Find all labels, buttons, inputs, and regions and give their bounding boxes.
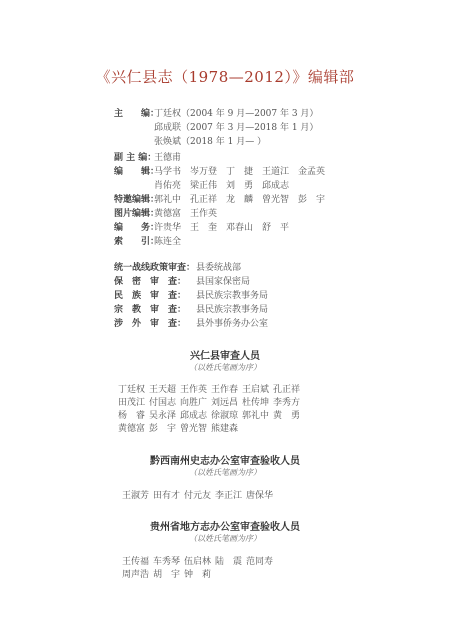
review-label: 涉 外 审 查： [114,319,187,329]
name-list [122,490,277,503]
deputy-editor-name: 王德甫 [154,153,182,163]
person-name: 胡 宇 [153,570,181,580]
person-name: 付元友 [184,491,212,501]
person-name: 王天超 [149,385,177,395]
name-row [118,423,304,436]
person-name: 邱成志 [180,411,208,421]
person-name: 丁廷权 [118,385,146,395]
review-row [0,274,450,287]
review-value: 县国家保密局 [196,277,251,287]
person-name: 王淑芳 [122,491,150,501]
review-row [0,316,450,329]
section-heading: 贵州省地方志办公室审查验收人员 [150,522,300,533]
person-name: 田茂江 [118,398,146,408]
review-value: 县外事侨务办公室 [196,319,269,329]
person-name: 王启斌 [242,385,270,395]
editors-row-2 [0,178,450,191]
person-name: 杜传坤 [242,398,270,408]
person-name: 付国志 [149,398,177,408]
deputy-editor-label: 副 主 编： [114,153,157,163]
index-name: 陈连全 [154,237,182,247]
review-value: 县民族宗教事务局 [196,305,269,315]
special-editors: 郭礼中 孔正祥 龙 麟 曾光智 彭 宇 [154,195,326,205]
person-name: 熊建森 [211,424,239,434]
affairs-names: 许贵华 王 奎 邓春山 舒 平 [154,223,290,233]
photo-editors: 黄德富 王作英 [154,209,218,219]
special-editors-row [0,192,450,205]
person-name: 李秀方 [273,398,301,408]
name-list [118,384,304,436]
photo-editors-label: 图片编辑： [114,209,160,219]
index-label: 索 引： [114,237,160,247]
index-row [0,234,450,247]
section-note: （以姓氏笔画为序） [189,534,261,543]
review-label: 宗 教 审 查： [114,305,187,315]
editors-label: 编 辑： [114,167,160,177]
person-name: 吴永泽 [149,411,177,421]
person-name: 钟 莉 [184,570,212,580]
editors-row [0,164,450,177]
person-name: 黄 勇 [273,411,301,421]
person-name: 彭 宇 [149,424,177,434]
name-row [122,490,277,503]
person-name: 曾光智 [180,424,208,434]
name-row [118,397,304,410]
editors-line-2: 肖佑亮 梁正伟 刘 勇 邱成志 [154,181,290,191]
main-editor-3: 张焕斌（2018 年 1 月— ） [154,137,267,147]
page-title: 《兴仁县志（1978—2012）》编辑部 [95,68,355,86]
person-name: 周声浩 [122,570,150,580]
main-editor-row-3 [0,134,450,147]
person-name: 伍启林 [184,557,212,567]
review-row [0,260,450,273]
person-name: 郭礼中 [242,411,270,421]
person-name: 王传福 [122,557,150,567]
person-name: 向胜广 [180,398,208,408]
person-name: 刘远昌 [211,398,239,408]
affairs-label: 编 务： [114,223,160,233]
review-row [0,288,450,301]
person-name: 李正江 [215,491,243,501]
photo-editors-row [0,206,450,219]
review-value: 县委统战部 [196,263,242,273]
person-name: 王作英 [180,385,208,395]
person-name: 徐淑琼 [211,411,239,421]
person-name: 唐保华 [246,491,274,501]
section-note: （以姓氏笔画为序） [189,468,261,477]
person-name: 田有才 [153,491,181,501]
review-label: 统一战线政策审查： [114,263,196,273]
person-name: 王作春 [211,385,239,395]
name-row [122,569,277,582]
review-label: 保 密 审 查： [114,277,187,287]
main-editor-row [0,106,450,119]
main-editor-1: 丁廷权（2004 年 9 月—2007 年 3 月） [154,109,319,119]
section-heading: 兴仁县审查人员 [190,351,260,362]
main-editor-row-2 [0,120,450,133]
name-row [122,556,277,569]
person-name: 车秀琴 [153,557,181,567]
review-label: 民 族 审 查： [114,291,187,301]
special-editors-label: 特邀编辑： [114,195,160,205]
name-list [122,556,277,582]
review-row [0,302,450,315]
main-editor-label: 主 编： [114,109,160,119]
deputy-editor-row [0,150,450,163]
main-editor-2: 邱成联（2007 年 3 月—2018 年 1 月） [154,123,319,133]
section-note: （以姓氏笔画为序） [189,363,261,372]
name-row [118,384,304,397]
person-name: 范同寿 [246,557,274,567]
editors-line-1: 马学书 岑万登 丁 捷 王道江 金孟英 [154,167,326,177]
affairs-row [0,220,450,233]
person-name: 孔正祥 [273,385,301,395]
section-heading: 黔西南州史志办公室审查验收人员 [150,456,300,467]
name-row [118,410,304,423]
person-name: 杨 睿 [118,411,146,421]
person-name: 黄德富 [118,424,146,434]
person-name: 陆 震 [215,557,243,567]
review-value: 县民族宗教事务局 [196,291,269,301]
